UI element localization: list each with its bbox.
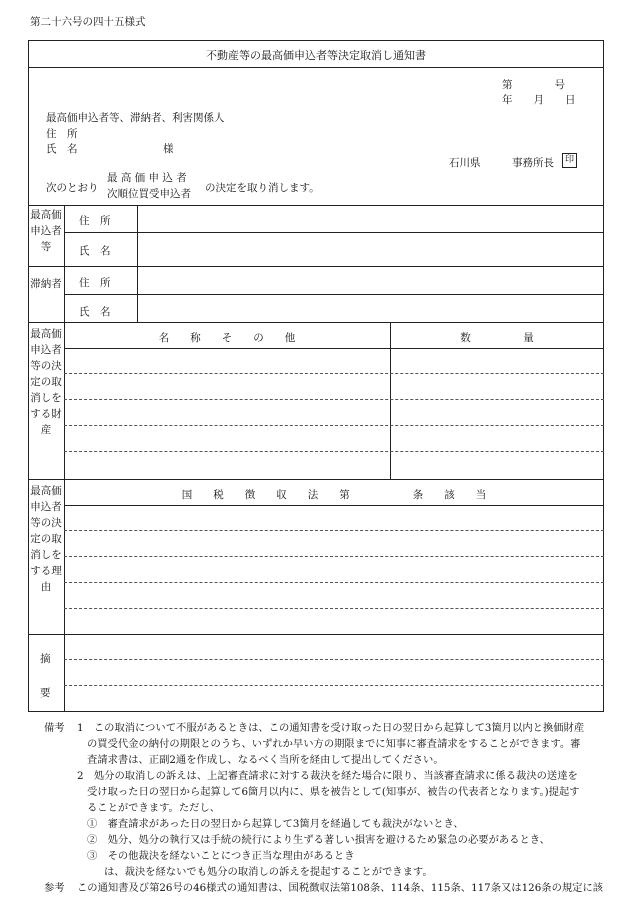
note-1-line-3: 査請求書は、正副2通を作成し、なるべく当所を経由して提出してください。 — [87, 754, 444, 766]
document-number-label: 第 号 — [502, 79, 565, 91]
note-2-item-3: ③ その他裁決を経ないことにつき正当な理由があるとき — [87, 850, 355, 862]
property-quantity-header: 数 量 — [460, 332, 534, 344]
delinquent-section-bottom — [28, 322, 604, 323]
bidder-address-label: 住 所 — [79, 215, 111, 227]
recipient-name-label: 氏 名 — [46, 143, 78, 155]
notice-form — [28, 40, 604, 712]
property-header-divider — [64, 348, 604, 349]
remarks-label-bottom: 要 — [40, 687, 51, 699]
note-2-line-2: 受け取った日の翌日から起算して6箇月以内に、県を被告として(知事が、被告の代表者となります。)提起す — [87, 786, 580, 798]
reason-entry-line — [64, 556, 604, 557]
note-2-item-1: ① 審査請求があった日の翌日から起算して3箇月を経過しても裁決がないとき、 — [87, 818, 464, 830]
intro-prefix: 次のとおり — [46, 182, 99, 194]
note-2-line-1: 2 処分の取消しの訴えは、上記審査請求に対する裁決を経た場合に限り、当該審査請求に係る裁決の送達を — [77, 770, 578, 782]
document-title: 不動産等の最高価申込者等決定取消し通知書 — [206, 49, 426, 62]
recipient-address-label: 住 所 — [46, 128, 78, 140]
section-label-property: 最高価申込者等の決定の取消しをする財産 — [30, 328, 62, 436]
property-column-divider — [390, 322, 391, 479]
label-column-divider — [64, 205, 65, 712]
delinquent-row-divider — [64, 294, 604, 295]
document-date-label: 年 月 日 — [502, 94, 576, 106]
reason-entry-line — [64, 530, 604, 531]
reason-header-divider — [64, 505, 604, 506]
reason-law-text: 国 税 徴 収 法 第 条 該 当 — [181, 489, 487, 501]
intro-option-highest-bidder: 最 高 価 申 込 者 — [107, 172, 187, 184]
section-label-delinquent: 滞納者 — [30, 278, 62, 290]
issuer-office-head: 事務所長 — [512, 157, 554, 169]
property-entry-line — [64, 399, 604, 400]
header-divider — [28, 205, 604, 206]
seal-mark: 印 — [562, 153, 577, 168]
section-label-reason: 最高価申込者等の決定の取消しをする理由 — [30, 485, 62, 593]
recipients-label: 最高価申込者等、滞納者、利害関係人 — [46, 112, 225, 124]
field-label-divider — [137, 205, 138, 322]
reference-text: この通知書及び第26号の46様式の通知書は、国税徴収法第108条、114条、115条、117条又は126条の規定に該 — [77, 882, 604, 894]
note-2-item-2: ② 処分、処分の執行又は手続の続行により生ずる著しい損害を避けるため緊急の必要があるとき、 — [87, 834, 550, 846]
issuer-prefecture: 石川県 — [449, 157, 481, 169]
bidder-row-divider — [64, 232, 604, 233]
note-2-tail: は、裁決を経ないでも処分の取消しの訴えを提起することができます。 — [104, 866, 433, 878]
note-1-line-2: の買受代金の納付の期限とのうち、いずれか早い方の期限までに知事に審査請求をすることができます。審 — [87, 738, 581, 750]
remarks-label-top: 摘 — [40, 653, 51, 665]
reason-section-bottom — [28, 634, 604, 635]
bidder-section-bottom — [28, 266, 604, 267]
delinquent-name-label: 氏 名 — [79, 306, 111, 318]
property-name-header: 名 称 そ の 他 — [158, 332, 296, 344]
note-1-line-1: 1 この取消について不服があるときは、この通知書を受け取った日の翌日から起算して3箇月以内と換価財産 — [77, 722, 585, 734]
section-label-bidder: 最高価申込者等 — [30, 209, 62, 253]
property-section-bottom — [28, 479, 604, 480]
property-entry-line — [64, 451, 604, 452]
reference-label: 参考 — [44, 882, 65, 894]
note-2-line-3: ることができます。ただし、 — [87, 802, 221, 814]
delinquent-address-label: 住 所 — [79, 277, 111, 289]
remarks-entry-line — [64, 659, 604, 660]
property-entry-line — [64, 373, 604, 374]
reason-entry-line — [64, 582, 604, 583]
title-divider — [28, 67, 604, 68]
intro-option-next-bidder: 次順位買受申込者 — [107, 188, 191, 200]
bidder-name-label: 氏 名 — [79, 245, 111, 257]
honorific: 様 — [163, 143, 174, 155]
property-entry-line — [64, 425, 604, 426]
remarks-entry-line — [64, 685, 604, 686]
notes-label: 備考 — [44, 722, 65, 734]
form-number: 第二十六号の四十五様式 — [30, 16, 146, 28]
intro-suffix: の決定を取り消します。 — [205, 182, 320, 194]
reason-entry-line — [64, 608, 604, 609]
